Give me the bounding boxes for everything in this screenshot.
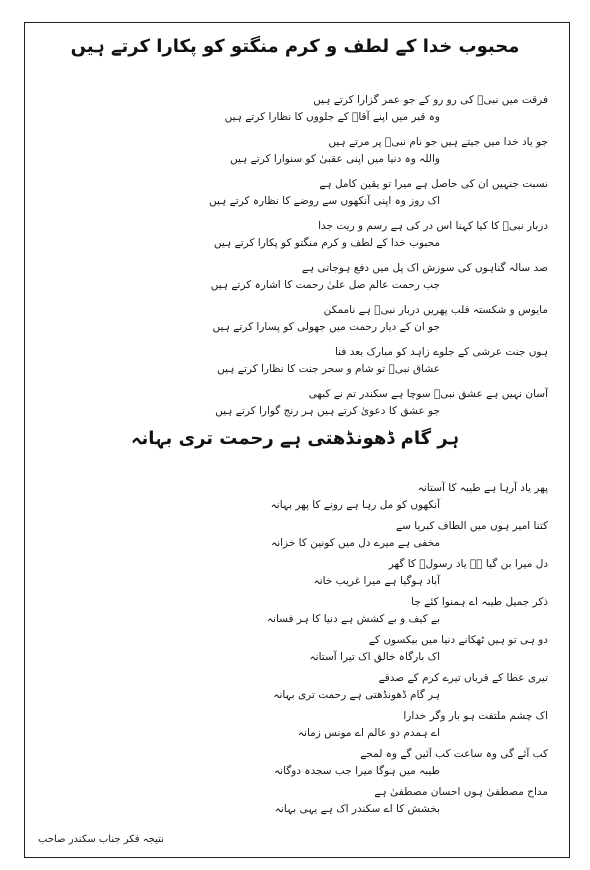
poem-2-line: بے کیف و بے کشش ہے دنیا کا ہر فسانہ [266,613,440,625]
poem-1-line: جو یاد خدا میں جیتے ہیں جو نام نبیؐ پر مرتے ہیں [328,136,548,148]
poem-2-title: ہر گام ڈھونڈھتی ہے رحمت تری بہانہ [130,428,460,449]
poem-2-line: اک چشم ملتفت ہو بار وگر خدارا [403,710,548,722]
poem-1-line: جو عشق کا دعویٰ کرتے ہیں ہر رنج گوارا کرتے ہیں [215,405,440,417]
poem-1-line: آسان نہیں ہے عشق نبیؐ سوچا ہے سکندر تم نے کبھی [308,388,548,400]
poem-1-line: وہ قبر میں اپنے آقاؐ کے جلووں کا نظارا کرتے ہیں [224,111,440,123]
poem-1-line: عشاق نبیؐ تو شام و سحر جنت کا نظارا کرتے ہیں [217,363,440,375]
poet-credit: نتیجہ فکر جناب سکندر صاحب [38,834,164,845]
poem-2-line: مخفی ہے میرے دل میں کونین کا خزانہ [271,537,440,549]
poem-2-line: کتنا امیر ہوں میں الطاف کبریا سے [396,520,548,532]
poem-1-line: مایوس و شکستہ قلب پھریں دربار نبیؐ ہے ناممکن [323,304,548,316]
poem-1-line: محبوب خدا کے لطف و کرم منگتو کو پکارا کرتے ہیں [213,237,440,249]
poem-2-line: آباد ہوگیا ہے میرا غریب خانہ [313,575,440,587]
poem-2-line: اے ہمدم دو عالم اے مونس زمانہ [297,727,440,739]
poem-2-line: طیبہ میں ہوگا میرا جب سجدہ دوگانہ [274,765,440,777]
poem-1-line: نسبت جنہیں ان کی حاصل ہے میرا تو یقین کامل ہے [319,178,548,190]
poem-1-title: محبوب خدا کے لطف و کرم منگتو کو پکارا کرتے ہیں [70,36,520,57]
poem-2-line: کب آئے گی وہ ساعت کب آئیں گے وہ لمحے [360,748,548,760]
poem-2-line: اک بارگاہ خالق اک تیرا آستانہ [309,651,440,663]
poem-1-line: فرقت میں نبیؐ کی رو رو کے جو عمر گزارا کرتے ہیں [313,94,548,106]
poem-2-line: پھر یاد آرہا ہے طیبہ کا آستانہ [417,482,548,494]
poem-1-line: واللہ وہ دنیا میں اپنی عقبیٰ کو سنوارا کرتے ہیں [230,153,440,165]
poem-2-line: آنکھوں کو مل رہا ہے رونے کا پھر بہانہ [270,499,440,511]
poem-2-line: بخشش کا اے سکندر اک ہے یہی بہانہ [274,803,440,815]
poem-1-line: اک روز وہ اپنی آنکھوں سے روضے کا نظارہ کرتے ہیں [209,195,440,207]
poem-1-line: جو ان کے دیار رحمت میں جھولی کو پسارا کرتے ہیں [212,321,440,333]
poem-2-line: تیری عطا کے قرباں تیرے کرم کے صدقے [378,672,548,684]
poem-2-line: دل میرا بن گیا ہے یاد رسولؐ کا گھر [388,558,548,570]
poem-2-line: دو ہی تو ہیں ٹھکانے دنیا میں بیکسوں کے [368,634,548,646]
poem-2-line: ہر گام ڈھونڈھتی ہے رحمت تری بہانہ [273,689,440,701]
poem-1-line: دربار نبیؐ کا کیا کہنا اس در کی ہے رسم و ریت جدا [318,220,548,232]
poem-1-line: جب رحمت عالم صل علیٰ رحمت کا اشارہ کرتے ہیں [210,279,440,291]
poem-2-line: مداح مصطفیٰ ہوں احسان مصطفیٰ ہے [374,786,548,798]
poem-1-line: ہوں جنت عرشی کے جلوے زاہد کو مبارک بعد فنا [334,346,548,358]
poem-1-line: صد سالہ گناہوں کی سوزش اک پل میں دفع ہوجاتی ہے [301,262,548,274]
poem-2-line: ذکر جمیل طیبہ اے ہمنوا کئے جا [411,596,548,608]
